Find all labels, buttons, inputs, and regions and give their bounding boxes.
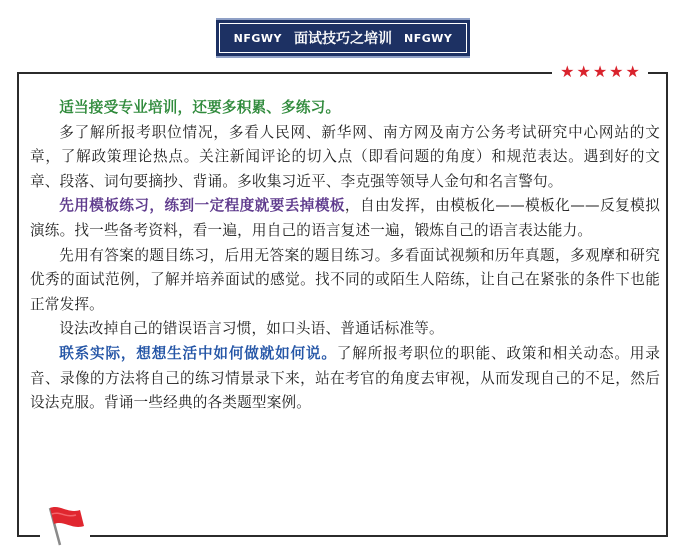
banner-title: 面试技巧之培训 bbox=[294, 31, 392, 47]
star-icon: ★ bbox=[560, 62, 575, 81]
paragraph-reality bbox=[30, 342, 660, 416]
banner-tag-left: NFGWY bbox=[233, 31, 282, 45]
heading-template-text: 先用模板练习，练到一定程度就要丢掉模板 bbox=[59, 197, 345, 215]
star-icon: ★ bbox=[592, 62, 608, 81]
star-icon: ★ bbox=[609, 62, 624, 81]
paragraph-practice: 先用有答案的题目练习，后用无答案的题目练习。多看面试视频和历年真题，多观摩和研究优秀的面试范例，了解并培养面试的感觉。找不同的或陌生人陪练，让自己在紧张的条件下也能正常发挥。 bbox=[30, 246, 660, 313]
heading-training bbox=[30, 96, 660, 121]
paragraph-reading: 多了解所报考职位情况，多看人民网、新华网、南方网及南方公务考试研究中心网站的文章，了解政策理论热点。关注新闻评论的切入点（即看问题的角度）和规范表达。遇到好的文章、段落、词句要摘抄、背诵。多收集习近平、李克强等领导人金句和名言警句。 bbox=[30, 123, 660, 190]
heading-training-text: 适当接受专业培训，还要多积累、多练习。 bbox=[59, 99, 341, 116]
article-body bbox=[30, 96, 660, 416]
paragraph-template-text: ，自由发挥，由模板化——模板化——反复模拟演练。找一些备考资料，看一遍，用自己的语言复述一遍，锻炼自己的语言表达能力。 bbox=[30, 197, 660, 239]
banner-tag-right: NFGWY bbox=[404, 31, 453, 45]
star-icon: ★ bbox=[576, 62, 591, 81]
star-row bbox=[552, 62, 648, 82]
title-banner bbox=[216, 18, 470, 58]
paragraph-habits: 设法改掉自己的错误语言习惯，如口头语、普通话标准等。 bbox=[59, 320, 444, 338]
heading-reality-text: 联系实际，想想生活中如何做就如何说。 bbox=[59, 344, 337, 362]
paragraph-template bbox=[30, 194, 660, 243]
paragraph-reality-text: 了解所报考职位的职能、政策和相关动态。用录音、录像的方法将自己的练习情景录下来，站在考官的角度去审视，从而发现自己的不足，然后设法克服。背诵一些经典的各类题型案例。 bbox=[30, 344, 661, 412]
red-flag-icon bbox=[40, 504, 90, 546]
star-icon: ★ bbox=[625, 62, 640, 81]
